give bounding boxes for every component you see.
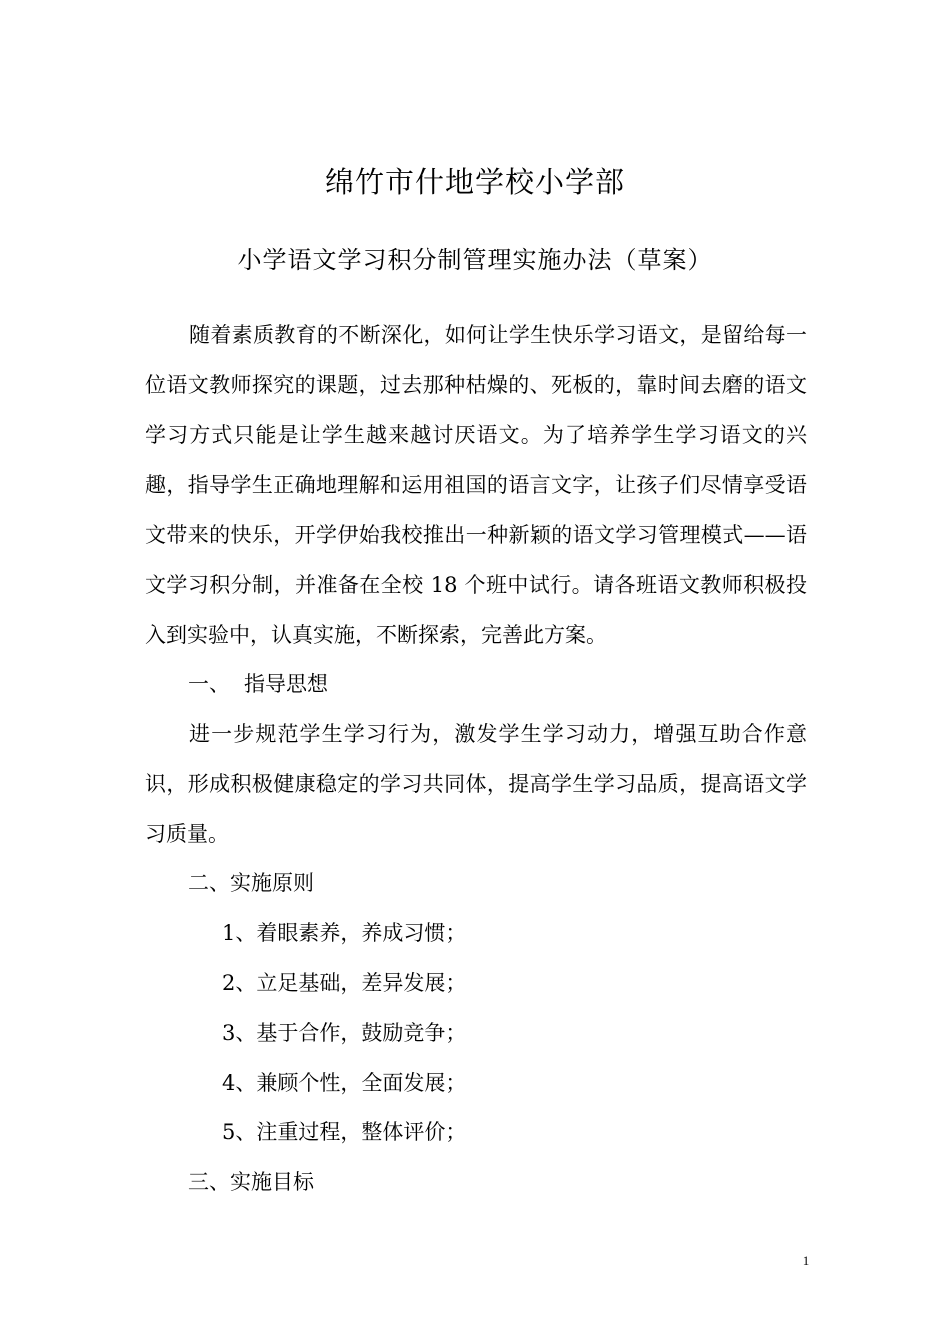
section-1-title: 指导思想 bbox=[244, 672, 328, 696]
principle-item-2: 2、立足基础，差异发展； bbox=[222, 971, 467, 995]
section-1-heading bbox=[188, 659, 328, 709]
guiding-ideology-paragraph: 进一步规范学生学习行为，激发学生学习动力，增强互助合作意识，形成积极健康稳定的学习共同体，提高学生学习品质，提高语文学习质量。 bbox=[145, 722, 807, 846]
section-2-heading: 二、实施原则 bbox=[188, 871, 314, 895]
section-3-heading: 三、实施目标 bbox=[188, 1170, 314, 1194]
principle-item-5: 5、注重过程，整体评价； bbox=[222, 1120, 467, 1144]
document-title: 小学语文学习积分制管理实施办法（草案） bbox=[237, 246, 713, 274]
page-number: 1 bbox=[802, 1253, 810, 1268]
intro-paragraph: 随着素质教育的不断深化，如何让学生快乐学习语文，是留给每一位语文教师探究的课题，过去那种枯燥的、死板的，靠时间去磨的语文学习方式只能是让学生越来越讨厌语文。为了培养学生学习语文的兴趣，指导学生正确地理解和运用祖国的语言文字，让孩子们尽情享受语文带来的快乐，开学伊始我校推出一种新颖的语文学习管理模式——语文学习积分制，并准备在全校 18 个班中试行。请各班语文教师积极投入到实验中，认真实施，不断探索，完善此方案。 bbox=[145, 323, 807, 647]
principle-item-4: 4、兼顾个性，全面发展； bbox=[222, 1071, 467, 1095]
school-name-title: 绵竹市什地学校小学部 bbox=[324, 165, 625, 199]
section-1-number: 一、 bbox=[188, 672, 230, 696]
principle-item-3: 3、基于合作，鼓励竞争； bbox=[222, 1021, 467, 1045]
principle-item-1: 1、着眼素养，养成习惯； bbox=[222, 921, 467, 945]
